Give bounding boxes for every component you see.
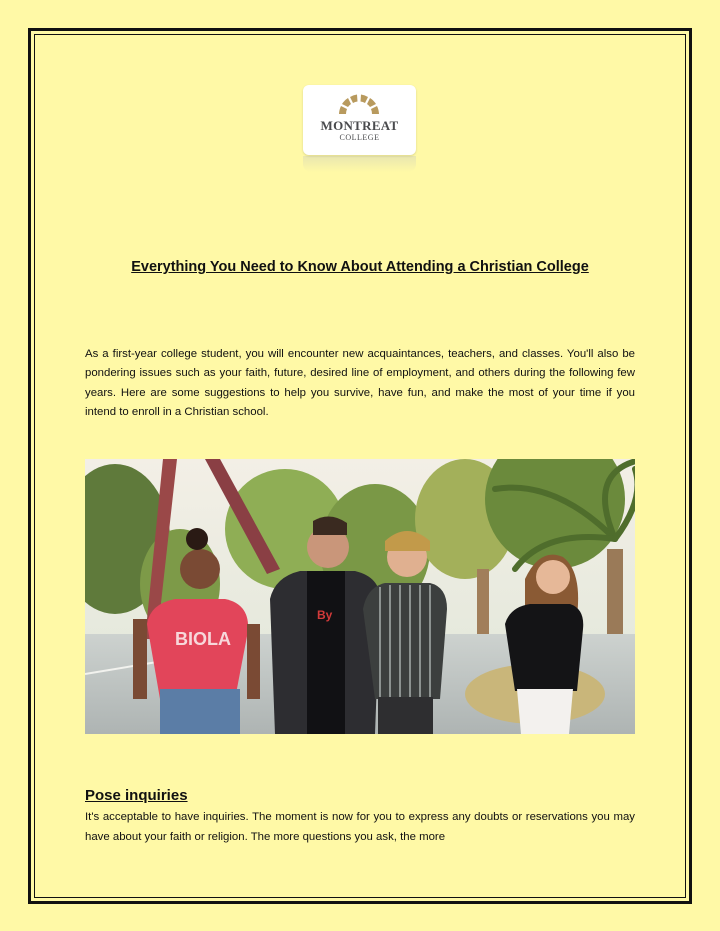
logo-wordmark: MONTREAT <box>320 118 399 133</box>
montreat-college-logo <box>303 85 416 155</box>
intro-paragraph: As a first-year college student, you will encounter new acquaintances, teachers, and classes. You'll also be pondering issues such as your faith, future, desired line of employment, and others during the following few years. Here are some suggestions to help you survive, have fun, and make the most of your time if you intend to enroll in a Christian school. <box>85 348 635 418</box>
section-heading-pose-inquiries: Pose inquiries <box>85 787 188 804</box>
document-title: Everything You Need to Know About Attending a Christian College <box>131 259 589 275</box>
sunrise-arc-icon <box>336 93 382 115</box>
shirt-text-by: By <box>317 608 333 622</box>
logo-subtitle: COLLEGE <box>339 133 380 142</box>
section-paragraph: It's acceptable to have inquiries. The moment is now for you to express any doubts or reservations you may have about your faith or religion. The more questions you ask, the more <box>85 811 635 843</box>
logo-reflection <box>303 156 416 172</box>
shirt-text-biola: BIOLA <box>175 629 231 649</box>
students-walking-photo <box>85 459 635 734</box>
